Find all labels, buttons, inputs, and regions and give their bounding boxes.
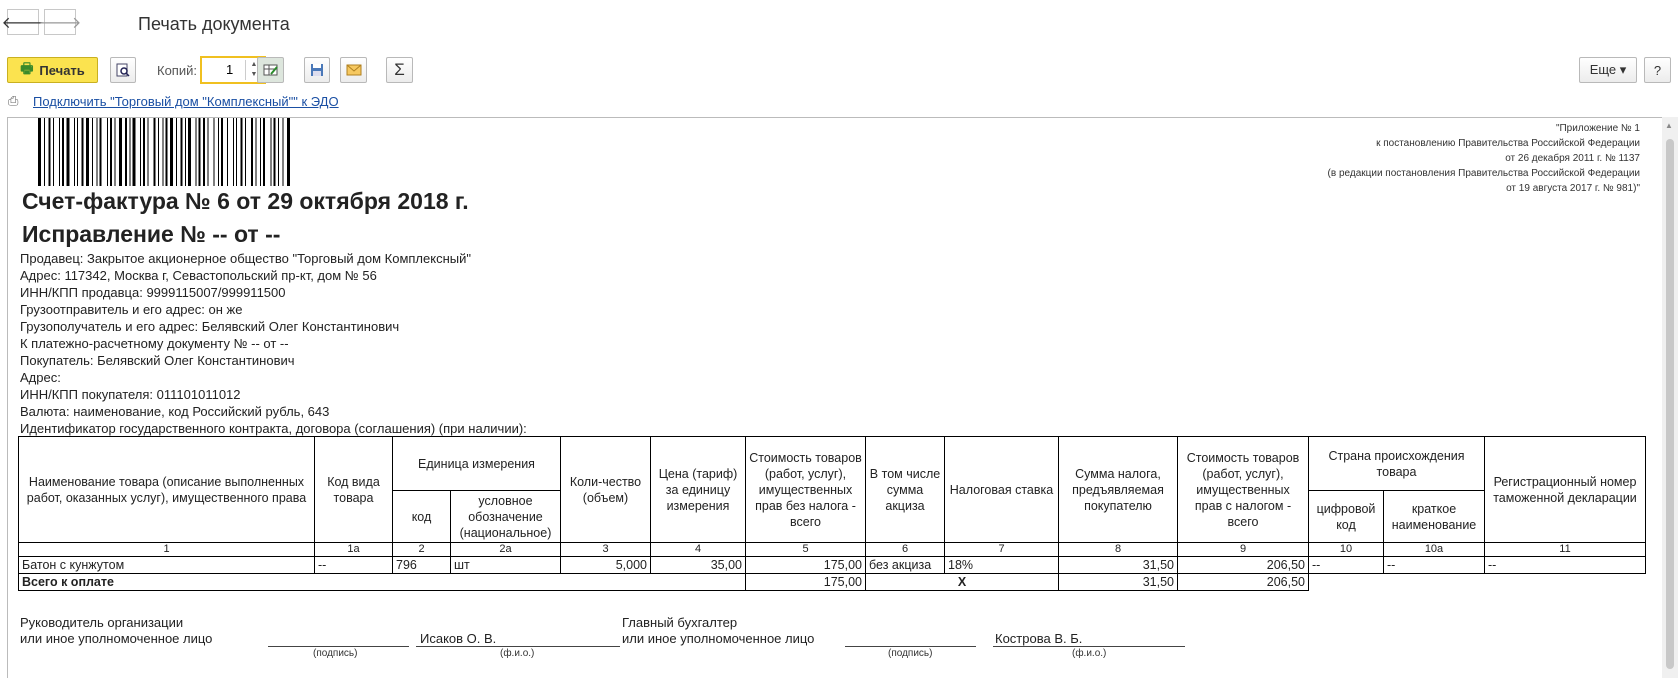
accountant-name: Кострова В. Б. xyxy=(995,631,1083,646)
barcode-bar xyxy=(53,118,54,186)
col-num: 1 xyxy=(19,543,315,557)
barcode-bar xyxy=(148,118,149,186)
col-header-total: Стоимость товаров (работ, услуг), имущественных прав с налогом - всего xyxy=(1178,437,1309,543)
barcode-bar xyxy=(38,118,41,186)
cell-unit-code: 796 xyxy=(393,557,451,574)
barcode-bar xyxy=(44,118,45,186)
invoice-table xyxy=(18,436,1646,591)
cell-tax: 31,50 xyxy=(1059,557,1178,574)
cell-total: 206,50 xyxy=(1178,557,1309,574)
accountant-fio-line xyxy=(993,646,1185,647)
barcode-bar xyxy=(251,118,253,186)
accountant-fio-caption: (ф.и.о.) xyxy=(1072,648,1107,659)
accountant-signature-caption: (подпись) xyxy=(888,648,933,659)
barcode-bar xyxy=(236,118,237,186)
col-header-price: Цена (тариф) за единицу измерения xyxy=(651,437,746,543)
magnifier-doc-icon xyxy=(116,63,130,77)
cell-excise: без акциза xyxy=(866,557,945,574)
barcode-bar xyxy=(260,118,261,186)
appendix-line: к постановлению Правительства Российской Федерации xyxy=(1376,138,1640,149)
shipper-line: Грузоотправитель и его адрес: он же xyxy=(20,302,243,317)
barcode-bar xyxy=(140,118,141,186)
barcode-bar xyxy=(221,118,223,186)
help-button[interactable] xyxy=(1644,57,1671,83)
col-num: 8 xyxy=(1059,543,1178,557)
barcode-bar xyxy=(133,118,136,186)
appendix-line: от 26 декабря 2011 г. № 1137 xyxy=(1505,153,1640,164)
barcode-bar xyxy=(214,118,215,186)
edit-mode-button[interactable] xyxy=(257,57,284,83)
totals-empty xyxy=(1309,574,1646,591)
appendix-line: от 19 августа 2017 г. № 981)" xyxy=(1506,183,1640,194)
barcode-bar xyxy=(62,118,64,186)
appendix-line: "Приложение № 1 xyxy=(1555,123,1640,134)
help-icon: ? xyxy=(1653,62,1662,78)
more-menu-button[interactable] xyxy=(1579,57,1637,83)
head-signature-line xyxy=(268,646,409,647)
col-num: 11 xyxy=(1485,543,1646,557)
barcode-bar xyxy=(185,118,186,186)
seller-line: Продавец: Закрытое акционерное общество "Торговый дом Комплексный" xyxy=(20,251,471,266)
col-num: 9 xyxy=(1178,543,1309,557)
cell-name: Батон с кунжутом xyxy=(19,557,315,574)
barcode-bar xyxy=(166,118,168,186)
barcode-bar xyxy=(59,118,60,186)
barcode-bar xyxy=(263,118,265,186)
envelope-icon xyxy=(346,64,362,76)
sum-button[interactable] xyxy=(386,57,413,83)
col-header-qty: Коли-чество (объем) xyxy=(561,437,651,543)
barcode-bar xyxy=(199,118,201,186)
barcode-bar xyxy=(208,118,209,186)
arrow-left-icon: 🡐 xyxy=(1,14,45,32)
barcode-bar xyxy=(82,118,84,186)
col-num: 2а xyxy=(451,543,561,557)
barcode-bar xyxy=(125,118,127,186)
barcode-bar xyxy=(203,118,205,186)
scroll-up-icon[interactable]: ▲ xyxy=(1665,121,1673,130)
barcode-bar xyxy=(115,118,116,186)
col-header-name: Наименование товара (описание выполненных работ, оказанных услуг), имущественного права xyxy=(19,437,315,543)
col-num: 5 xyxy=(746,543,866,557)
seller-address-line: Адрес: 117342, Москва г, Севастопольский пр-кт, дом № 56 xyxy=(20,268,377,283)
barcode-bar xyxy=(100,118,102,186)
buyer-line: Покупатель: Белявский Олег Константинович xyxy=(20,353,295,368)
col-header-country-code: цифровой код xyxy=(1309,491,1384,543)
col-num: 1а xyxy=(315,543,393,557)
cell-kind: -- xyxy=(315,557,393,574)
appendix-line: (в редакции постановления Правительства Российской Федерации xyxy=(1327,168,1640,179)
col-header-unit-code: код xyxy=(393,491,451,543)
col-header-kind: Код вида товара xyxy=(315,437,393,543)
invoice-details xyxy=(20,250,527,437)
totals-excise: X xyxy=(866,574,1059,591)
barcode-bar xyxy=(158,118,159,186)
barcode-bar xyxy=(227,118,228,186)
forward-button[interactable] xyxy=(38,9,82,35)
col-header-unit: Единица измерения xyxy=(393,437,561,491)
totals-row xyxy=(19,574,1646,591)
head-title-line2: или иное уполномоченное лицо xyxy=(20,631,213,646)
barcode-bar xyxy=(283,118,284,186)
edo-connect-link[interactable]: Подключить "Торговый дом "Комплексный"" к ЭДО xyxy=(33,94,339,109)
col-header-cost: Стоимость товаров (работ, услуг), имущественных прав без налога - всего xyxy=(746,437,866,543)
window-title: Печать документа xyxy=(138,14,290,34)
barcode-bar xyxy=(119,118,122,186)
email-button[interactable] xyxy=(340,57,367,83)
accountant-title-line1: Главный бухгалтер xyxy=(622,615,738,630)
barcode-bar xyxy=(271,118,272,186)
cell-country-code: -- xyxy=(1309,557,1384,574)
cell-unit-name: шт xyxy=(451,557,561,574)
barcode-bar xyxy=(274,118,276,186)
barcode-bar xyxy=(256,118,257,186)
barcode-bar xyxy=(278,118,279,186)
col-header-rate: Налоговая ставка xyxy=(945,437,1059,543)
sigma-icon: Σ xyxy=(394,60,405,79)
invoice-title: Счет-фактура № 6 от 29 октября 2018 г. xyxy=(22,188,469,214)
barcode-bar xyxy=(154,118,156,186)
barcode-bar xyxy=(176,118,177,186)
appendix-note xyxy=(1328,121,1640,196)
currency-line: Валюта: наименование, код Российский рубль, 643 xyxy=(20,404,330,419)
barcode-bar xyxy=(49,118,51,186)
barcode-bar xyxy=(196,118,197,186)
buyer-inn-line: ИНН/КПП покупателя: 011101011012 xyxy=(20,387,241,402)
cell-customs: -- xyxy=(1485,557,1646,574)
head-fio-caption: (ф.и.о.) xyxy=(500,648,535,659)
col-header-country-name: краткое наименование xyxy=(1384,491,1485,543)
barcode-image xyxy=(38,118,374,186)
barcode-bar xyxy=(67,118,70,186)
barcode-bar xyxy=(77,118,78,186)
more-label: Еще ▾ xyxy=(1589,62,1627,77)
column-numbers-row xyxy=(19,543,1646,557)
copies-value: 1 xyxy=(226,62,234,77)
table-edit-icon xyxy=(263,63,279,77)
barcode-bar xyxy=(218,118,219,186)
barcode-bar xyxy=(97,118,98,186)
col-num: 10а xyxy=(1384,543,1485,557)
floppy-disk-icon xyxy=(310,63,324,77)
totals-tax: 31,50 xyxy=(1059,574,1178,591)
spin-down-icon[interactable]: ▼ xyxy=(250,71,258,78)
col-num: 6 xyxy=(866,543,945,557)
barcode-bar xyxy=(92,118,93,186)
col-num: 3 xyxy=(561,543,651,557)
cell-cost: 175,00 xyxy=(746,557,866,574)
totals-total: 206,50 xyxy=(1178,574,1309,591)
head-name: Исаков О. В. xyxy=(420,631,497,646)
col-header-unit-name: условное обозначение (национальное) xyxy=(451,491,561,543)
col-num: 4 xyxy=(651,543,746,557)
barcode-bar xyxy=(107,118,108,186)
col-header-excise: В том числе сумма акциза xyxy=(866,437,945,543)
accountant-title-line2: или иное уполномоченное лицо xyxy=(622,631,815,646)
copies-label: Копий: xyxy=(157,63,197,78)
col-header-tax: Сумма налога, предъявляемая покупателю xyxy=(1059,437,1178,543)
arrow-right-icon: 🡒 xyxy=(38,14,82,32)
edo-icon: ⎙ xyxy=(8,93,19,108)
barcode-bar xyxy=(181,118,183,186)
table-row xyxy=(19,557,1646,574)
cell-rate: 18% xyxy=(945,557,1059,574)
barcode-bar xyxy=(143,118,145,186)
print-label: Печать xyxy=(39,62,85,78)
printer-icon: 🖶 xyxy=(20,60,34,76)
col-num: 2 xyxy=(393,543,451,557)
col-header-customs: Регистрационный номер таможенной декларации xyxy=(1485,437,1646,543)
cell-price: 35,00 xyxy=(651,557,746,574)
barcode-bar xyxy=(130,118,131,186)
barcode-bar xyxy=(163,118,164,186)
seller-inn-line: ИНН/КПП продавца: 9999115007/999911500 xyxy=(20,285,286,300)
contract-id-line: Идентификатор государственного контракта, договора (соглашения) (при наличии): xyxy=(20,421,527,436)
barcode-bar xyxy=(188,118,191,186)
barcode-bar xyxy=(110,118,112,186)
totals-cost: 175,00 xyxy=(746,574,866,591)
col-num: 7 xyxy=(945,543,1059,557)
cell-country-name: -- xyxy=(1384,557,1485,574)
preview-button[interactable] xyxy=(110,57,136,83)
back-button[interactable] xyxy=(1,9,45,35)
scroll-thumb[interactable] xyxy=(1666,139,1674,669)
totals-label: Всего к оплате xyxy=(19,574,746,591)
barcode-bar xyxy=(241,118,243,186)
head-title-line1: Руководитель организации xyxy=(20,615,184,630)
barcode-bar xyxy=(86,118,89,186)
save-button[interactable] xyxy=(304,57,330,83)
payment-doc-line: К платежно-расчетному документу № -- от -- xyxy=(20,336,289,351)
head-fio-line xyxy=(416,646,620,647)
print-button[interactable] xyxy=(7,57,98,83)
consignee-line: Грузополучатель и его адрес: Белявский Олег Константинович xyxy=(20,319,400,334)
cell-qty: 5,000 xyxy=(561,557,651,574)
barcode-bar xyxy=(233,118,234,186)
correction-title: Исправление № -- от -- xyxy=(22,221,281,247)
col-num: 10 xyxy=(1309,543,1384,557)
buyer-address-line: Адрес: xyxy=(20,370,61,385)
vertical-scrollbar[interactable] xyxy=(1662,117,1678,678)
col-header-country: Страна происхождения товара xyxy=(1309,437,1485,491)
spin-up-icon[interactable]: ▲ xyxy=(250,61,258,68)
barcode-bar xyxy=(170,118,173,186)
head-signature-caption: (подпись) xyxy=(313,648,358,659)
barcode-bar xyxy=(245,118,246,186)
accountant-signature-line xyxy=(845,646,976,647)
barcode-bar xyxy=(74,118,75,186)
barcode-bar xyxy=(287,118,290,186)
